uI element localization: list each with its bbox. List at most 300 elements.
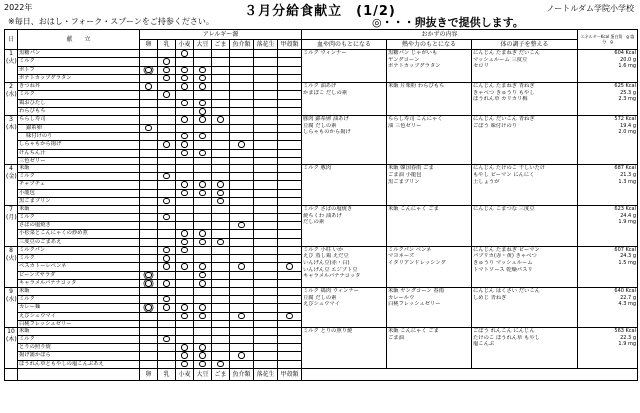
food-group-line: しらゃものから揚げ bbox=[303, 129, 351, 136]
allergen-cell bbox=[230, 271, 254, 279]
allergen-cell bbox=[158, 172, 176, 180]
allergen-cell bbox=[212, 312, 230, 320]
allergen-cell bbox=[194, 344, 212, 352]
allergen-cell bbox=[278, 50, 302, 58]
energy-value: 607 Kcal bbox=[614, 246, 637, 253]
allergen-mark bbox=[199, 272, 206, 279]
allergen-cell bbox=[194, 91, 212, 99]
allergen-cell bbox=[230, 288, 254, 296]
allergen-cell bbox=[140, 99, 158, 107]
protein-value: 19.4 g bbox=[620, 122, 637, 129]
allergen-cell bbox=[194, 124, 212, 132]
year-label: 2022年 bbox=[4, 3, 33, 12]
allergen-cell bbox=[140, 181, 158, 189]
salt-value: 1.9 mg bbox=[618, 341, 637, 348]
allergen-cell bbox=[158, 246, 176, 254]
allergen-cell bbox=[194, 288, 212, 296]
allergen-cell bbox=[194, 149, 212, 157]
allergen-cell bbox=[254, 206, 278, 214]
allergen-footer: 卵 bbox=[140, 369, 158, 381]
egg-free-mark bbox=[145, 67, 152, 74]
allergen-mark bbox=[181, 83, 188, 90]
allergen-header: 大豆 bbox=[194, 40, 212, 50]
allergen-cell bbox=[194, 132, 212, 140]
allergen-cell bbox=[212, 238, 230, 246]
allergen-cell bbox=[278, 280, 302, 288]
allergen-mark bbox=[181, 352, 188, 359]
allergen-cell bbox=[230, 181, 254, 189]
allergen-cell bbox=[194, 263, 212, 271]
allergen-cell bbox=[212, 116, 230, 124]
food-group-line: 豆腐 だしの素 bbox=[303, 294, 337, 301]
food-group-line: かまぼこ だしの素 bbox=[303, 89, 348, 96]
day-cell bbox=[5, 83, 18, 116]
allergen-cell bbox=[230, 50, 254, 58]
allergen-cell bbox=[158, 328, 176, 336]
allergen-cell bbox=[194, 83, 212, 91]
allergen-cell bbox=[212, 124, 230, 132]
dish-name: きつね丼 bbox=[18, 83, 140, 91]
dish-name: ミルク bbox=[18, 335, 140, 343]
food-group-line: ミルクパン ペンネ bbox=[388, 246, 432, 253]
allergen-cell bbox=[194, 108, 212, 116]
allergen-cell bbox=[278, 328, 302, 336]
food-group-line: トマトソース 乾燥パスリ bbox=[473, 266, 533, 273]
food-group-line: 米飯 片栗粉 わらびもち bbox=[388, 83, 445, 90]
day-cell bbox=[5, 328, 18, 369]
dish-name: 黒ごまプリン bbox=[18, 197, 140, 205]
dish-name: けんちん汁 bbox=[18, 149, 140, 157]
day-date: 4 bbox=[9, 165, 13, 173]
salt-value: 1.9 mg bbox=[618, 219, 637, 226]
food-group-line: しめじ 青ねぎ bbox=[473, 294, 507, 301]
egg-free-mark bbox=[145, 280, 152, 287]
food-group-line: マヨネーズ bbox=[388, 253, 415, 260]
protein-value: 25.3 g bbox=[620, 89, 637, 96]
food-group-line: ミルク 小柱 いか bbox=[303, 246, 344, 253]
allergen-cell bbox=[158, 295, 176, 303]
allergen-cell bbox=[176, 83, 194, 91]
allergen-mark bbox=[199, 304, 206, 311]
dish-name: キャラメルバナナコッタ bbox=[18, 280, 140, 288]
allergen-footer: 大豆 bbox=[194, 369, 212, 381]
allergen-cell bbox=[278, 172, 302, 180]
allergen-cell bbox=[140, 335, 158, 343]
allergen-cell bbox=[158, 304, 176, 312]
allergen-cell bbox=[254, 320, 278, 328]
day-cell bbox=[5, 288, 18, 328]
food-group-line: たけのこ ほうれん草 もやし bbox=[473, 334, 540, 341]
allergen-cell bbox=[278, 181, 302, 189]
allergen-cell bbox=[158, 189, 176, 197]
dish-name: ボトフ bbox=[18, 66, 140, 74]
allergen-mark bbox=[181, 344, 188, 351]
allergen-cell bbox=[278, 335, 302, 343]
allergen-cell bbox=[176, 165, 194, 173]
allergen-cell bbox=[278, 344, 302, 352]
allergen-cell bbox=[158, 181, 176, 189]
food-group-line: ボテトカップグラタン bbox=[388, 63, 441, 70]
allergen-cell bbox=[140, 238, 158, 246]
dish-name: ミルクパン bbox=[18, 246, 140, 254]
menu-row bbox=[5, 206, 638, 214]
food-group-line: 豆腐 だしの素 bbox=[303, 122, 337, 129]
allergen-cell bbox=[176, 280, 194, 288]
allergen-mark bbox=[163, 173, 170, 180]
menu-table bbox=[4, 29, 638, 381]
allergen-cell bbox=[230, 312, 254, 320]
allergen-mark bbox=[181, 67, 188, 74]
allergen-cell bbox=[194, 116, 212, 124]
allergen-mark bbox=[217, 181, 224, 188]
allergen-cell bbox=[176, 50, 194, 58]
food-group-line: ミルク 鶏肉 ウィンナー bbox=[303, 288, 359, 295]
allergen-cell bbox=[176, 189, 194, 197]
allergen-cell bbox=[278, 213, 302, 221]
food-group-yellow bbox=[387, 288, 472, 328]
allergen-cell bbox=[230, 352, 254, 360]
nutrition-cell bbox=[578, 83, 638, 116]
day-cell bbox=[5, 50, 18, 83]
allergen-cell bbox=[254, 66, 278, 74]
allergen-cell bbox=[176, 206, 194, 214]
allergen-footer: 落花生 bbox=[254, 369, 278, 381]
food-group-yellow bbox=[387, 328, 472, 369]
footer-empty bbox=[18, 369, 140, 381]
allergen-cell bbox=[212, 157, 230, 165]
allergen-cell bbox=[176, 360, 194, 368]
food-group-line: 米飯 ヤングコーン 春雨 bbox=[388, 288, 444, 295]
allergen-cell bbox=[158, 91, 176, 99]
allergen-mark bbox=[181, 133, 188, 140]
allergen-header: 乳 bbox=[158, 40, 176, 50]
menu-row bbox=[5, 116, 638, 124]
allergen-mark bbox=[163, 304, 170, 311]
allergen-mark bbox=[217, 116, 224, 123]
allergen-cell bbox=[194, 312, 212, 320]
allergen-cell bbox=[176, 295, 194, 303]
dish-name: 三色ゼリー bbox=[18, 157, 140, 165]
allergen-cell bbox=[278, 141, 302, 149]
allergen-cell bbox=[140, 344, 158, 352]
food-group-line: にんじん たけのこ 干しいたけ bbox=[473, 165, 546, 172]
allergen-mark bbox=[181, 304, 188, 311]
allergen-cell bbox=[194, 66, 212, 74]
allergen-cell bbox=[254, 255, 278, 263]
allergen-cell bbox=[194, 328, 212, 336]
allergen-cell bbox=[158, 312, 176, 320]
allergen-cell bbox=[176, 157, 194, 165]
allergen-mark bbox=[199, 150, 206, 157]
allergen-cell bbox=[212, 189, 230, 197]
day-weekday: (月) bbox=[6, 214, 17, 222]
allergen-cell bbox=[230, 124, 254, 132]
allergen-cell bbox=[158, 213, 176, 221]
allergen-cell bbox=[140, 172, 158, 180]
allergen-cell bbox=[212, 320, 230, 328]
dish-name: ミルク bbox=[18, 172, 140, 180]
allergen-mark bbox=[217, 361, 224, 368]
dish-name: えびシュウマイ bbox=[18, 312, 140, 320]
food-group-red bbox=[302, 246, 387, 287]
allergen-cell bbox=[230, 320, 254, 328]
allergen-mark bbox=[181, 150, 188, 157]
nutrition-cell bbox=[578, 246, 638, 287]
dish-name: ミルク bbox=[18, 295, 140, 303]
allergen-cell bbox=[278, 246, 302, 254]
allergen-cell bbox=[254, 157, 278, 165]
allergen-cell bbox=[176, 124, 194, 132]
allergen-cell bbox=[278, 66, 302, 74]
allergen-cell bbox=[212, 99, 230, 107]
allergen-mark bbox=[199, 352, 206, 359]
allergen-cell bbox=[278, 91, 302, 99]
food-group-line: 豚肉 錦糸卵 油あげ bbox=[303, 116, 349, 123]
allergen-cell bbox=[194, 221, 212, 229]
allergen-cell bbox=[212, 263, 230, 271]
allergen-cell bbox=[212, 141, 230, 149]
allergen-cell bbox=[212, 360, 230, 368]
page-title: ３月分給食献立 (1/2) bbox=[244, 4, 396, 19]
allergen-cell bbox=[194, 352, 212, 360]
allergen-cell bbox=[176, 238, 194, 246]
allergen-cell bbox=[194, 280, 212, 288]
food-group-line: カレールウ bbox=[388, 294, 415, 301]
allergen-mark bbox=[199, 75, 206, 82]
allergen-cell bbox=[194, 197, 212, 205]
food-group-line: ミルク 豚肉 bbox=[303, 165, 332, 172]
allergen-cell bbox=[158, 116, 176, 124]
energy-value: 604 Kcal bbox=[614, 50, 637, 56]
allergen-cell bbox=[140, 280, 158, 288]
protein-value: 22.7 g bbox=[620, 294, 637, 301]
dish-name: 味付けのり bbox=[18, 132, 140, 140]
allergen-cell bbox=[158, 124, 176, 132]
food-group-line: きゅうり マッシュルーム bbox=[473, 259, 533, 266]
allergen-cell bbox=[140, 295, 158, 303]
energy-value: 563 Kcal bbox=[614, 328, 637, 335]
allergen-cell bbox=[176, 91, 194, 99]
allergen-header: 卵 bbox=[140, 40, 158, 50]
dish-name: さばの塩焼き bbox=[18, 221, 140, 229]
allergen-cell bbox=[230, 149, 254, 157]
allergen-cell bbox=[212, 246, 230, 254]
allergen-cell bbox=[278, 116, 302, 124]
food-group-line: ヤングコーン bbox=[388, 56, 420, 63]
allergen-cell bbox=[176, 181, 194, 189]
allergen-cell bbox=[254, 238, 278, 246]
allergen-cell bbox=[278, 230, 302, 238]
allergen-mark bbox=[199, 181, 206, 188]
food-group-yellow bbox=[387, 246, 472, 287]
footer-empty bbox=[5, 369, 18, 381]
allergen-mark bbox=[199, 230, 206, 237]
allergen-mark bbox=[181, 50, 188, 57]
allergen-cell bbox=[212, 352, 230, 360]
allergen-mark bbox=[286, 263, 293, 270]
food-group-green bbox=[472, 50, 578, 83]
allergen-cell bbox=[212, 66, 230, 74]
allergen-cell bbox=[212, 255, 230, 263]
nutrition-cell bbox=[578, 328, 638, 369]
allergen-cell bbox=[254, 304, 278, 312]
dish-name: 米飯 bbox=[18, 328, 140, 336]
allergen-cell bbox=[230, 263, 254, 271]
food-group-line: だしの素 bbox=[303, 219, 325, 226]
allergen-cell bbox=[158, 255, 176, 263]
day-cell bbox=[5, 246, 18, 287]
footer-empty bbox=[302, 369, 638, 381]
food-group-red bbox=[302, 206, 387, 247]
food-group-line: 油 三色ゼリー bbox=[388, 122, 422, 129]
allergen-cell bbox=[176, 108, 194, 116]
allergen-mark bbox=[181, 263, 188, 270]
protein-value: 24.3 g bbox=[620, 253, 637, 260]
salt-value: 1.3 mg bbox=[618, 178, 637, 185]
allergen-cell bbox=[230, 295, 254, 303]
allergen-cell bbox=[158, 165, 176, 173]
food-group-line: キャラメルバナナコッタ bbox=[303, 273, 361, 280]
dish-name: 米飯 bbox=[18, 288, 140, 296]
allergen-cell bbox=[140, 91, 158, 99]
egg-free-mark bbox=[145, 272, 152, 279]
allergen-cell bbox=[140, 74, 158, 82]
allergen-mark bbox=[145, 83, 152, 90]
allergen-cell bbox=[194, 181, 212, 189]
allergen-cell bbox=[230, 132, 254, 140]
allergen-cell bbox=[176, 255, 194, 263]
allergen-cell bbox=[278, 360, 302, 368]
allergen-cell bbox=[230, 74, 254, 82]
allergen-mark bbox=[163, 75, 170, 82]
allergen-cell bbox=[212, 50, 230, 58]
allergen-cell bbox=[278, 288, 302, 296]
allergen-mark bbox=[199, 108, 206, 115]
dish-name: チャプチェ bbox=[18, 181, 140, 189]
allergen-cell bbox=[158, 99, 176, 107]
dish-name: 揚げ蒲かぼら bbox=[18, 352, 140, 360]
allergen-cell bbox=[158, 157, 176, 165]
allergen-mark bbox=[238, 352, 245, 359]
allergen-cell bbox=[254, 181, 278, 189]
allergen-cell bbox=[254, 189, 278, 197]
allergen-cell bbox=[230, 221, 254, 229]
food-group-line: 塩こんぶ bbox=[473, 341, 495, 348]
allergen-cell bbox=[176, 221, 194, 229]
allergen-cell bbox=[194, 50, 212, 58]
allergen-mark bbox=[163, 336, 170, 343]
allergen-cell bbox=[176, 132, 194, 140]
allergen-mark bbox=[181, 75, 188, 82]
allergen-cell bbox=[158, 83, 176, 91]
allergen-cell bbox=[212, 230, 230, 238]
allergen-cell bbox=[194, 320, 212, 328]
allergen-cell bbox=[278, 99, 302, 107]
allergen-cell bbox=[158, 206, 176, 214]
allergen-cell bbox=[230, 230, 254, 238]
allergen-cell bbox=[158, 335, 176, 343]
allergen-cell bbox=[140, 304, 158, 312]
col-menu: 献 立 bbox=[18, 30, 140, 50]
food-group-line: セロリ bbox=[473, 63, 489, 70]
allergen-header: 甲殻類 bbox=[278, 40, 302, 50]
allergen-cell bbox=[158, 141, 176, 149]
allergen-mark bbox=[199, 116, 206, 123]
allergen-cell bbox=[278, 206, 302, 214]
egg-free-mark bbox=[145, 304, 152, 311]
allergen-cell bbox=[230, 255, 254, 263]
allergen-cell bbox=[158, 352, 176, 360]
energy-value: 623 Kcal bbox=[614, 206, 637, 213]
allergen-cell bbox=[278, 197, 302, 205]
dish-name: 三度豆のごまあえ bbox=[18, 238, 140, 246]
allergen-cell bbox=[158, 108, 176, 116]
allergen-cell bbox=[212, 172, 230, 180]
allergen-cell bbox=[140, 263, 158, 271]
allergen-cell bbox=[194, 165, 212, 173]
allergen-cell bbox=[176, 320, 194, 328]
dish-name: とりの照り焼 bbox=[18, 344, 140, 352]
allergen-cell bbox=[230, 157, 254, 165]
protein-value: 21.3 g bbox=[620, 171, 637, 178]
allergen-header: 小麦 bbox=[176, 40, 194, 50]
allergen-mark bbox=[163, 247, 170, 254]
food-group-line: ごま油 bbox=[388, 334, 404, 341]
allergen-cell bbox=[230, 108, 254, 116]
allergen-cell bbox=[254, 50, 278, 58]
allergen-cell bbox=[254, 124, 278, 132]
allergen-mark bbox=[181, 116, 188, 123]
allergen-mark bbox=[199, 133, 206, 140]
utensil-note: ※毎日、おはし・フォーク・スプーンをご持参ください。 bbox=[8, 17, 214, 26]
food-group-line: もやし ピーマン にんにく bbox=[473, 171, 535, 178]
allergen-cell bbox=[158, 132, 176, 140]
food-group-red bbox=[302, 288, 387, 328]
col-day: 日 bbox=[5, 30, 18, 50]
food-group-red bbox=[302, 50, 387, 83]
energy-value: 572 Kcal bbox=[614, 116, 637, 123]
dish-name: ミルク bbox=[18, 91, 140, 99]
allergen-cell bbox=[194, 213, 212, 221]
day-date: 8 bbox=[9, 246, 13, 254]
menu-row bbox=[5, 288, 638, 296]
allergen-mark bbox=[199, 83, 206, 90]
dish-name: ビーンズサラダ bbox=[18, 271, 140, 279]
allergen-mark bbox=[199, 190, 206, 197]
food-group-line: 米飯 韓国春雨 ごま bbox=[388, 165, 434, 172]
col-red: 血や肉のもとになる bbox=[302, 40, 387, 50]
col-nutrition: エネルギーKcal 蛋白質 g 塩分 g bbox=[578, 30, 638, 50]
food-group-line: ごぼう れんこん にんじん bbox=[473, 328, 535, 335]
dish-name: 白桃フレッシュゼリー bbox=[18, 320, 140, 328]
allergen-mark bbox=[181, 141, 188, 148]
food-group-line: いんげん豆(赤・白) bbox=[303, 259, 350, 266]
allergen-cell bbox=[140, 66, 158, 74]
food-group-line: ミルク 油あげ bbox=[303, 83, 337, 90]
allergen-cell bbox=[212, 108, 230, 116]
allergen-cell bbox=[140, 221, 158, 229]
allergen-cell bbox=[176, 66, 194, 74]
day-date: 2 bbox=[9, 83, 13, 91]
day-date: 1 bbox=[9, 50, 13, 57]
allergen-mark bbox=[163, 91, 170, 98]
allergen-cell bbox=[194, 206, 212, 214]
day-cell bbox=[5, 165, 18, 206]
dish-name: わらびもち bbox=[18, 108, 140, 116]
allergen-mark bbox=[163, 263, 170, 270]
allergen-cell bbox=[254, 328, 278, 336]
energy-value: 640 Kcal bbox=[614, 288, 637, 295]
